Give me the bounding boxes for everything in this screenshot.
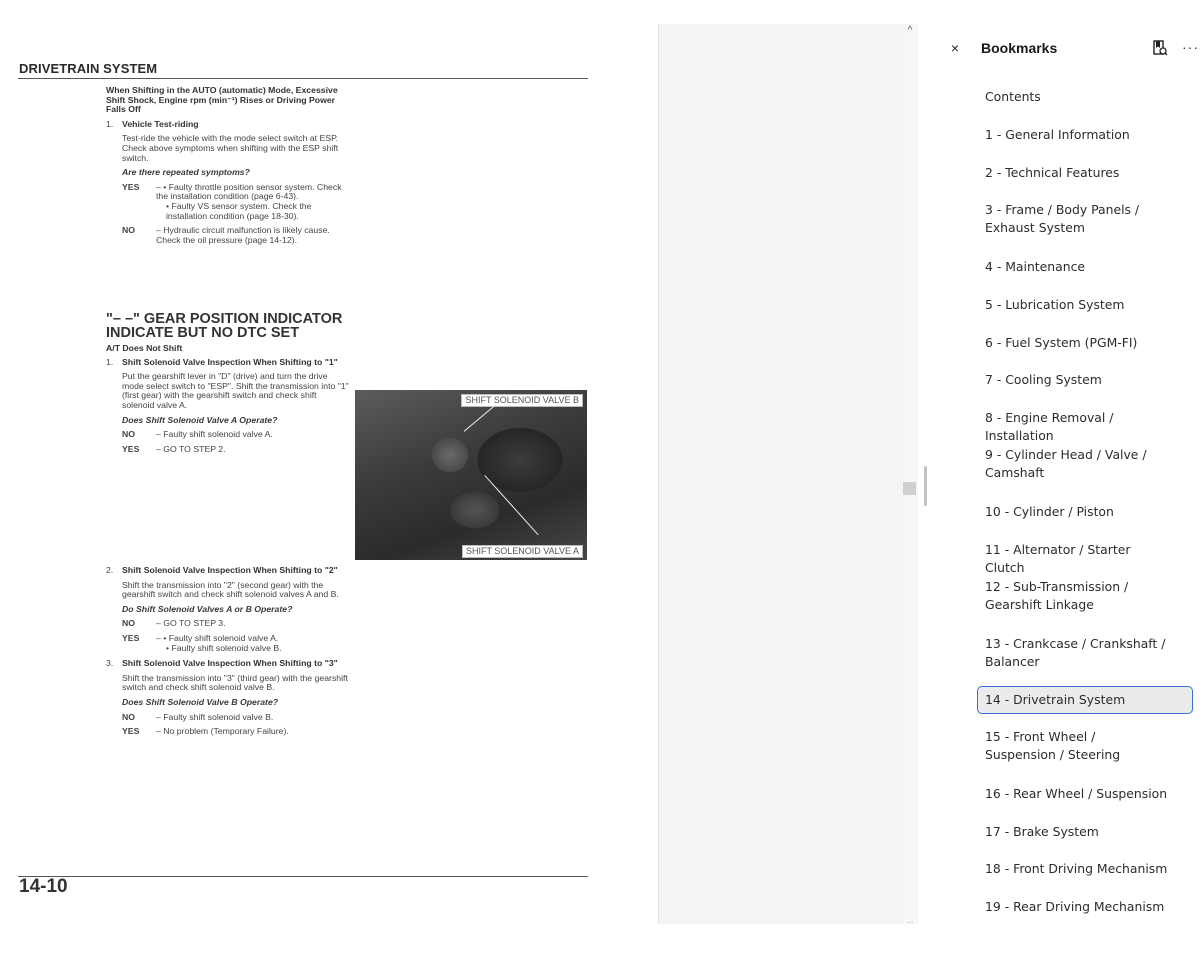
- answer-key: NO: [122, 711, 136, 722]
- bookmark-item[interactable]: 9 - Cylinder Head / Valve / Camshaft: [985, 447, 1147, 480]
- bookmark-item[interactable]: 16 - Rear Wheel / Suspension: [985, 786, 1168, 801]
- answer-text: – Hydraulic circuit malfunction is likely cause. Check the oil pressure (page 14-12).: [156, 225, 330, 245]
- step-question: Does Shift Solenoid Valve A Operate?: [122, 414, 278, 425]
- answer-key: NO: [122, 429, 136, 440]
- section-heading: "– –" GEAR POSITION INDICATOR INDICATE BUT NO DTC SET: [106, 311, 343, 341]
- bookmark-item[interactable]: 18 - Front Driving Mechanism: [985, 861, 1168, 876]
- answer-text: – GO TO STEP 3.: [156, 618, 226, 629]
- close-panel-button[interactable]: ×: [950, 40, 960, 56]
- answer-text: – • Faulty shift solenoid valve A.: [156, 632, 279, 643]
- step-body: Test-ride the vehicle with the mode select switch at ESP. Check above symptoms when shifting with the ESP shift switch.: [122, 133, 339, 163]
- step-number: 2.: [106, 565, 114, 575]
- bookmark-item[interactable]: 10 - Cylinder / Piston: [985, 504, 1114, 519]
- shift-step2-block: [106, 566, 350, 737]
- step-body: Put the gearshift lever in "D" (drive) and turn the drive mode select switch to "ESP". Shift the transmission into "1" (first gear) with the gearshift switch and check shift solenoid valve A.: [122, 371, 349, 410]
- step-title-row: [106, 358, 350, 368]
- panel-resize-handle[interactable]: [924, 466, 927, 506]
- chevron-up-icon[interactable]: ^: [907, 25, 913, 36]
- answer-key: NO: [122, 225, 136, 236]
- answer-yes: [106, 445, 350, 455]
- bookmark-item[interactable]: 7 - Cooling System: [985, 372, 1102, 387]
- intro-heading: When Shifting in the AUTO (automatic) Mode, Excessive Shift Shock, Engine rpm (min⁻¹) Rises or Driving Power Falls Off: [106, 85, 338, 115]
- answer-key: YES: [122, 726, 140, 737]
- step-title-row: [106, 659, 350, 669]
- step-title: Shift Solenoid Valve Inspection When Shifting to "2": [122, 565, 338, 575]
- panel-title: Bookmarks: [981, 40, 1058, 56]
- bookmark-item[interactable]: 4 - Maintenance: [985, 259, 1086, 274]
- leader-line: [484, 475, 538, 535]
- step-question: Are there repeated symptoms?: [122, 167, 250, 178]
- bookmark-item[interactable]: 17 - Brake System: [985, 824, 1099, 839]
- answer-yes: [106, 727, 350, 737]
- answer-yes-cont: [106, 644, 350, 654]
- answer-no: [106, 430, 350, 440]
- step-number: 3.: [106, 658, 114, 669]
- more-options-button[interactable]: ···: [1182, 39, 1199, 55]
- answer-text: – No problem (Temporary Failure).: [156, 726, 289, 737]
- scrollbar-thumb[interactable]: [903, 482, 916, 495]
- add-bookmark-icon[interactable]: [1152, 38, 1168, 58]
- step1-title-row: [106, 120, 350, 130]
- intro-block: [106, 86, 350, 245]
- header-rule: [18, 78, 588, 79]
- step-body: Shift the transmission into "3" (third gear) with the gearshift switch and check shift solenoid valve B.: [122, 672, 348, 693]
- bookmark-item[interactable]: 11 - Alternator / Starter Clutch: [985, 542, 1131, 575]
- answer-text: – Faulty shift solenoid valve B.: [156, 711, 274, 722]
- photo-label-valve-b: SHIFT SOLENOID VALVE B: [461, 394, 583, 407]
- step-question: Do Shift Solenoid Valves A or B Operate?: [122, 603, 293, 614]
- footer-rule: [18, 876, 588, 877]
- answer-no: [106, 713, 350, 723]
- step-number: 1.: [106, 356, 114, 367]
- step-title: Shift Solenoid Valve Inspection When Shifting to "3": [122, 658, 338, 669]
- answer-yes-cont: [106, 202, 350, 221]
- scroll-more-indicator: ...: [906, 916, 914, 925]
- bookmark-item[interactable]: 12 - Sub-Transmission / Gearshift Linkage: [985, 579, 1129, 612]
- step-title-row: [106, 566, 350, 576]
- vertical-scrollbar[interactable]: [903, 24, 917, 924]
- bookmark-item[interactable]: 5 - Lubrication System: [985, 297, 1125, 312]
- sub-heading: A/T Does Not Shift: [106, 343, 183, 353]
- bookmark-item[interactable]: 8 - Engine Removal / Installation: [985, 410, 1114, 443]
- answer-text: • Faulty shift solenoid valve B.: [166, 642, 282, 653]
- bookmark-item[interactable]: 3 - Frame / Body Panels / Exhaust System: [985, 202, 1140, 235]
- answer-yes: [106, 183, 350, 202]
- answer-text: – GO TO STEP 2.: [156, 443, 226, 454]
- step-question: Does Shift Solenoid Valve B Operate?: [122, 696, 279, 707]
- viewer-gutter: [658, 24, 918, 924]
- step-body: Shift the transmission into "2" (second gear) with the gearshift switch and check shift solenoid valves A and B.: [122, 579, 339, 600]
- answer-key: YES: [122, 632, 140, 643]
- answer-text: – Faulty shift solenoid valve A.: [156, 429, 273, 440]
- shift-step1-block: [106, 344, 350, 454]
- bookmark-search-icon: [1152, 38, 1168, 58]
- bookmark-item[interactable]: 13 - Crankcase / Crankshaft / Balancer: [985, 636, 1166, 669]
- page-header: DRIVETRAIN SYSTEM: [19, 61, 158, 76]
- page-number: 14-10: [19, 876, 68, 897]
- answer-text: • Faulty VS sensor system. Check the installation condition (page 18-30).: [166, 200, 312, 221]
- answer-key: YES: [122, 443, 140, 454]
- answer-no: [106, 619, 350, 629]
- step-title: Shift Solenoid Valve Inspection When Shifting to "1": [122, 356, 338, 367]
- bookmark-item[interactable]: 19 - Rear Driving Mechanism: [985, 899, 1165, 914]
- solenoid-valve-photo: [355, 390, 587, 560]
- bookmark-item[interactable]: 2 - Technical Features: [985, 165, 1120, 180]
- bookmark-item[interactable]: Contents: [985, 89, 1041, 104]
- photo-label-valve-a: SHIFT SOLENOID VALVE A: [462, 545, 583, 558]
- bookmark-item[interactable]: 15 - Front Wheel / Suspension / Steering: [985, 729, 1121, 762]
- step-title: Vehicle Test-riding: [122, 118, 199, 129]
- bookmark-item[interactable]: 6 - Fuel System (PGM-FI): [985, 335, 1138, 350]
- step-number: 1.: [106, 118, 114, 129]
- leader-line: [464, 405, 495, 431]
- answer-no: [106, 226, 350, 245]
- answer-key: YES: [122, 181, 140, 192]
- bookmark-item[interactable]: 1 - General Information: [985, 127, 1130, 142]
- bookmark-item[interactable]: 14 - Drivetrain System: [977, 686, 1193, 714]
- answer-key: NO: [122, 618, 136, 629]
- answer-text: – • Faulty throttle position sensor system. Check the installation condition (page 6-43).: [156, 181, 342, 202]
